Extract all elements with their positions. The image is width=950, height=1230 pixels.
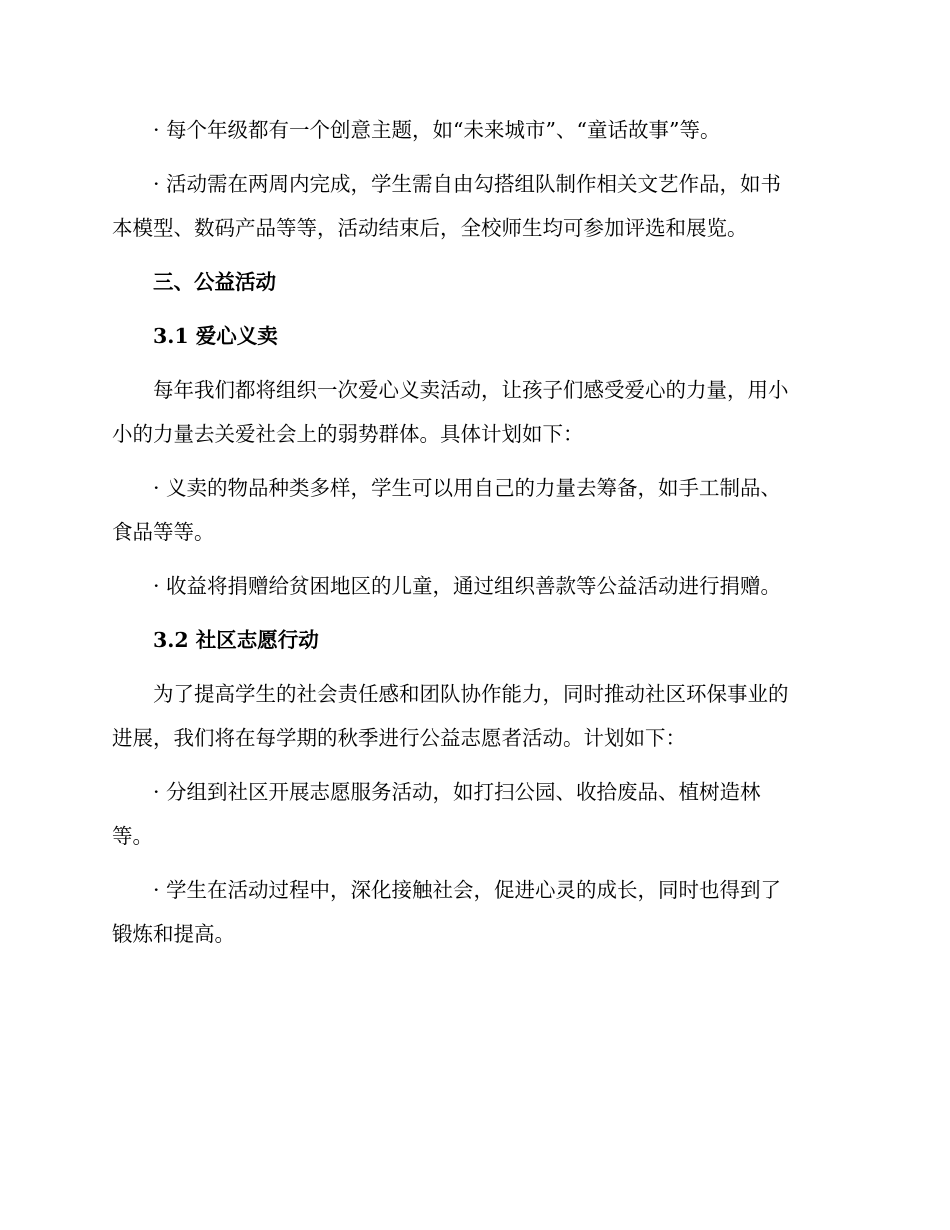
paragraph-line: · 义卖的物品种类多样，学生可以用自己的力量去筹备，如手工制品、 [153, 476, 782, 500]
paragraph-line: 食品等等。 [112, 520, 215, 544]
paragraph-line: 进展，我们将在每学期的秋季进行公益志愿者活动。计划如下： [112, 726, 686, 750]
bullet-sale-items [112, 466, 832, 554]
paragraph-line: 小的力量去关爱社会上的弱势群体。具体计划如下： [112, 422, 584, 446]
paragraph-charity-sale-intro [112, 368, 832, 456]
paragraph-line: 每年我们都将组织一次爱心义卖活动，让孩子们感受爱心的力量，用小 [153, 378, 789, 402]
paragraph-line: 本模型、数码产品等等，活动结束后，全校师生均可参加评选和展览。 [112, 216, 748, 240]
heading-text: 3.2 社区志愿行动 [153, 628, 319, 652]
heading-text: 三、公益活动 [153, 270, 276, 294]
paragraph-text: · 每个年级都有一个创意主题，如“未来城市”、“童话故事”等。 [153, 118, 721, 142]
bullet-creative-theme [112, 108, 832, 152]
paragraph-line: 等。 [112, 824, 153, 848]
bullet-volunteer-groups [112, 770, 832, 858]
document-body [112, 108, 832, 966]
section-heading-charity [112, 260, 832, 304]
paragraph-text: · 收益将捐赠给贫困地区的儿童，通过组织善款等公益活动进行捐赠。 [153, 574, 782, 598]
bullet-student-growth [112, 868, 832, 956]
paragraph-line: · 活动需在两周内完成，学生需自由勾搭组队制作相关文艺作品，如书 [153, 172, 782, 196]
paragraph-volunteer-intro [112, 672, 832, 760]
subsection-heading-charity-sale [112, 314, 832, 358]
bullet-activity-duration [112, 162, 832, 250]
subsection-heading-community-volunteer [112, 618, 832, 662]
paragraph-line: · 分组到社区开展志愿服务活动，如打扫公园、收拾废品、植树造林 [153, 780, 761, 804]
paragraph-line: · 学生在活动过程中，深化接触社会，促进心灵的成长，同时也得到了 [153, 878, 782, 902]
paragraph-line: 锻炼和提高。 [112, 922, 235, 946]
bullet-proceeds [112, 564, 832, 608]
paragraph-line: 为了提高学生的社会责任感和团队协作能力，同时推动社区环保事业的 [153, 682, 789, 706]
heading-text: 3.1 爱心义卖 [153, 324, 278, 348]
